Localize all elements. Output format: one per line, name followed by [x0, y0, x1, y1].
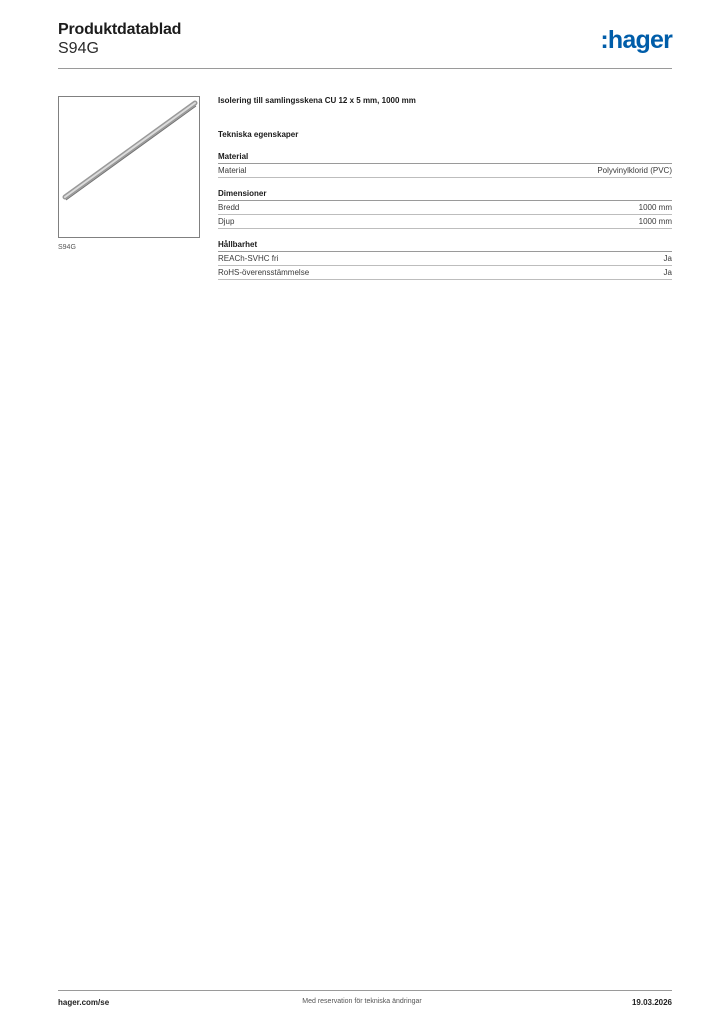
- spec-row: [218, 252, 672, 266]
- product-image: [58, 96, 200, 238]
- spec-label: RoHS-överensstämmelse: [218, 268, 310, 277]
- spec-label: Material: [218, 166, 247, 175]
- spec-row: [218, 164, 672, 178]
- spec-row: [218, 215, 672, 229]
- spec-section-dimensions: [218, 189, 672, 229]
- spec-label: Djup: [218, 217, 235, 226]
- spec-section-material: [218, 152, 672, 178]
- spec-value: Polyvinylklorid (PVC): [597, 166, 672, 175]
- footer-disclaimer: Med reservation för tekniska ändringar: [302, 998, 422, 1005]
- footer-divider: [58, 990, 672, 991]
- spec-row: [218, 266, 672, 280]
- spec-section-sustainability: [218, 240, 672, 280]
- footer-date: 19.03.2026: [631, 998, 672, 1007]
- header-divider: [58, 68, 672, 69]
- technical-specs-heading: Tekniska egenskaper: [218, 130, 299, 139]
- section-title: Dimensioner: [218, 189, 672, 201]
- header-title: Produktdatablad: [58, 21, 182, 38]
- spec-value: 1000 mm: [638, 203, 672, 212]
- busbar-insulation-image: [59, 97, 199, 237]
- section-title: Hållbarhet: [218, 240, 672, 252]
- spec-row: [218, 201, 672, 215]
- spec-label: REACh-SVHC fri: [218, 254, 279, 263]
- spec-value: Ja: [663, 254, 672, 263]
- spec-value: Ja: [663, 268, 672, 277]
- product-image-caption: S94G: [58, 244, 76, 251]
- spec-value: 1000 mm: [638, 217, 672, 226]
- product-description: Isolering till samlingsskena CU 12 x 5 mm, 1000 mm: [218, 96, 416, 105]
- product-details: [218, 96, 672, 280]
- section-title: Material: [218, 152, 672, 164]
- hager-logo: :hager: [600, 26, 672, 54]
- footer-website-link[interactable]: hager.com/se: [58, 998, 110, 1007]
- spec-label: Bredd: [218, 203, 240, 212]
- header-product-code: S94G: [58, 40, 99, 57]
